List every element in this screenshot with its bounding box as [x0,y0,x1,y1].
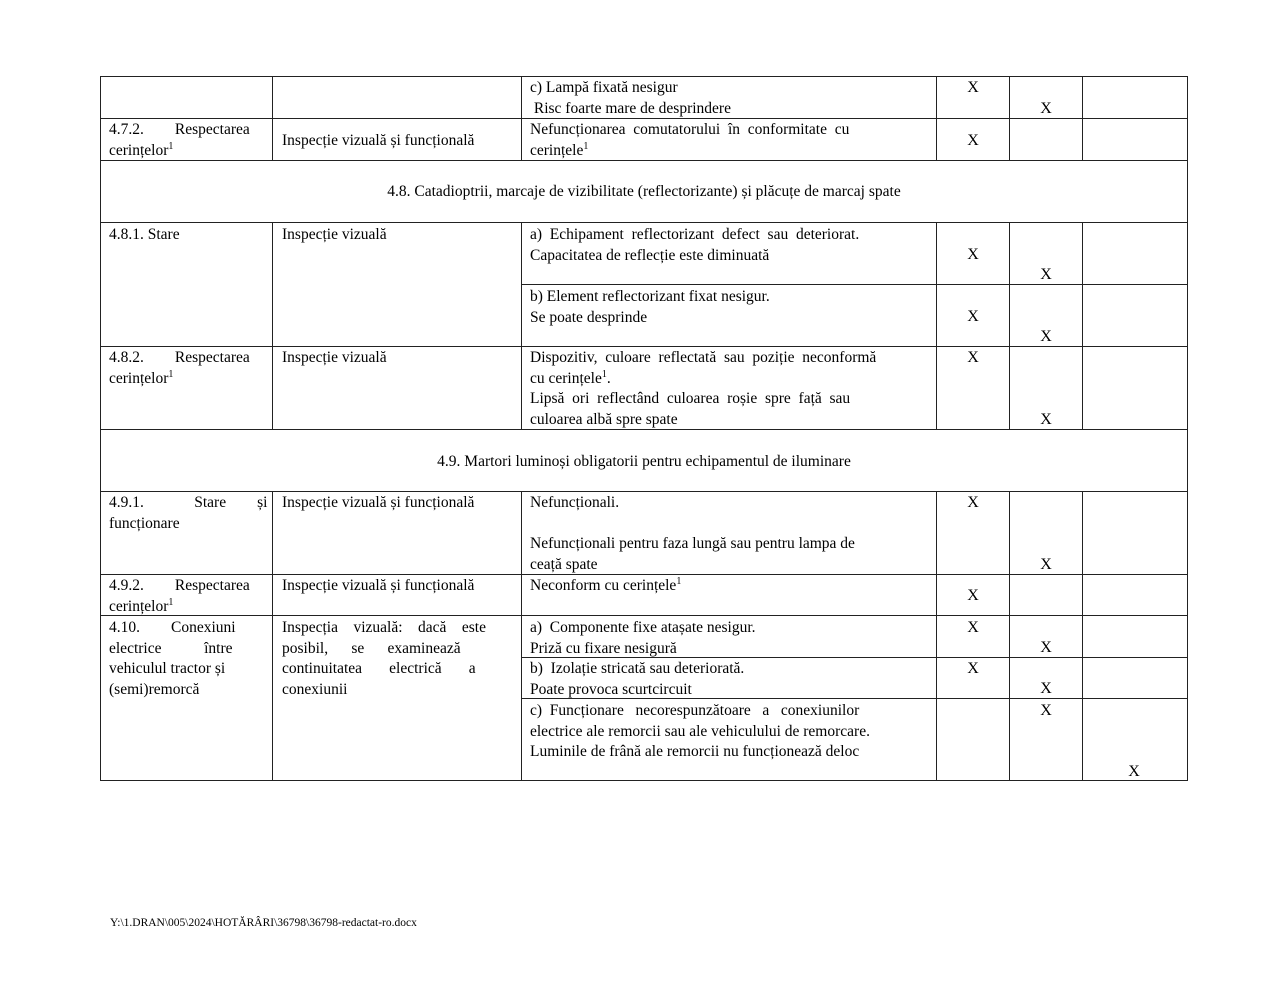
footnote-ref: 1 [168,368,174,380]
row-border [100,491,1188,492]
section-heading: 4.8. Catadioptrii, marcaje de vizibilitate (reflectorizante) și plăcuțe de marcaj spate [387,183,901,200]
defect-text: Risc foarte mare de desprindere [530,99,731,117]
mark-minor: X [967,308,979,325]
footnote-ref: 1 [168,140,174,152]
method-text: continuitatea electrică a [282,660,476,677]
footnote-ref: 1 [601,368,607,380]
method-cell: Inspecție vizuală și funcțională [282,494,475,511]
column-border [1082,222,1083,429]
column-border [1187,76,1188,781]
column-border [1082,491,1083,781]
mark-major: X [1040,328,1052,345]
defect-text: Capacitatea de reflecție este diminuată [530,246,770,264]
method-cell: Inspecție vizuală și funcțională [282,577,475,594]
defect-cell [530,701,928,763]
defect-text: b) Element reflectorizant fixat nesigur. [530,288,770,305]
defect-cell [530,225,928,266]
column-border [521,76,522,160]
column-border [1009,222,1010,429]
defect-text: c) Lampă fixată nesigur [530,79,678,96]
item-cell [109,120,264,161]
mark-dangerous: X [1128,763,1140,780]
defect-text: Se poate desprinde [530,308,648,326]
item-label: cerințelor [109,369,169,387]
item-label: 4.9.2. Respectarea [109,577,250,594]
defect-text: Lipsă ori reflectând culoarea roșie spre față sau [530,390,851,407]
defect-text: Nefuncționarea comutatorului în conformitate cu [530,121,850,138]
mark-major: X [1040,411,1052,428]
item-label: (semi)remorcă [109,680,200,698]
item-label: electrice între [109,639,233,657]
defect-text: Dispozitiv, culoare reflectată sau poziție neconformă [530,349,877,366]
defect-cell [530,659,928,700]
item-cell [109,493,268,534]
defect-text: a) Echipament reflectorizant defect sau deteriorat. [530,226,860,243]
column-border [1082,76,1083,160]
column-border [936,76,937,160]
item-label: 4.8.2. Respectarea [109,349,250,366]
footnote-ref: 1 [676,576,682,587]
column-border [521,491,522,781]
item-label: funcționare [109,514,180,532]
mark-minor: X [967,79,979,96]
mark-major: X [1040,100,1052,117]
column-border [936,222,937,429]
mark-minor: X [967,587,979,604]
item-cell: 4.8.1. Stare [109,226,180,243]
defect-text: . [606,369,611,387]
item-label: 4.9.1. Stare și [109,494,268,511]
method-text: posibil, se examinează [282,639,461,657]
defect-text: electrice ale remorcii sau ale vehiculului de remorcare. [530,722,870,740]
row-border [100,76,1188,77]
row-border [100,780,1188,781]
defect-cell [530,120,928,161]
item-label: cerințelor [109,141,169,159]
mark-major: X [1040,556,1052,573]
item-cell [109,348,264,389]
mark-minor: X [967,619,979,636]
row-border [100,346,1188,347]
defect-text: b) Izolație stricată sau deteriorată. [530,660,745,677]
defect-text: Priză cu fixare nesigură [530,639,677,657]
mark-minor: X [967,660,979,677]
defect-text: Nefuncționali. [530,494,620,511]
mark-major: X [1040,702,1052,719]
mark-major: X [1040,639,1052,656]
footnote-ref: 1 [168,596,174,608]
defect-text: cerințele [530,141,584,159]
file-path-footer: Y:\1.DRAN\005\2024\HOTĂRÂRI\36798\36798-redactat-ro.docx [110,917,417,929]
mark-major: X [1040,266,1052,283]
footnote-ref: 1 [583,140,589,152]
row-border [521,284,1188,285]
defect-text: Nefuncționali pentru faza lungă sau pentru lampa de [530,535,855,552]
defect-text: ceață spate [530,555,598,573]
mark-minor: X [967,349,979,366]
defect-text: a) Componente fixe atașate nesigur. [530,619,756,636]
defect-cell [530,348,928,430]
item-label: 4.7.2. Respectarea [109,121,250,138]
item-cell [109,576,264,617]
item-label: cerințelor [109,597,169,615]
item-label: 4.10. Conexiuni [109,619,236,636]
defect-text: culoarea albă spre spate [530,410,678,428]
mark-major: X [1040,680,1052,697]
column-border [272,76,273,160]
defect-cell [530,287,928,328]
method-cell: Inspecție vizuală și funcțională [282,132,475,149]
method-cell: Inspecție vizuală [282,349,387,366]
mark-minor: X [967,494,979,511]
item-cell [109,618,264,700]
section-heading: 4.9. Martori luminoși obligatorii pentru echipamentul de iluminare [437,453,851,470]
method-cell: Inspecție vizuală [282,226,387,243]
method-text: conexiunii [282,680,348,698]
column-border [1009,491,1010,781]
defect-cell [530,493,928,575]
column-border [272,491,273,781]
mark-minor: X [967,246,979,263]
defect-cell [530,78,928,119]
item-label: vehiculul tractor și [109,660,226,677]
defect-text: Luminile de frână ale remorcii nu funcționează deloc [530,743,860,760]
method-cell [282,618,514,700]
defect-text: cu cerințele [530,369,602,387]
defect-text: Neconform cu cerințele [530,577,677,594]
defect-cell [530,618,928,659]
column-border [272,222,273,429]
method-text: Inspecția vizuală: dacă este [282,619,486,636]
defect-text: c) Funcționare necorespunzătoare a conexiunilor [530,702,860,719]
defect-cell [530,576,928,597]
mark-minor: X [967,132,979,149]
row-border [100,222,1188,223]
column-border [1009,76,1010,160]
defect-text: Poate provoca scurtcircuit [530,680,692,698]
column-border [521,222,522,429]
column-border [936,491,937,781]
